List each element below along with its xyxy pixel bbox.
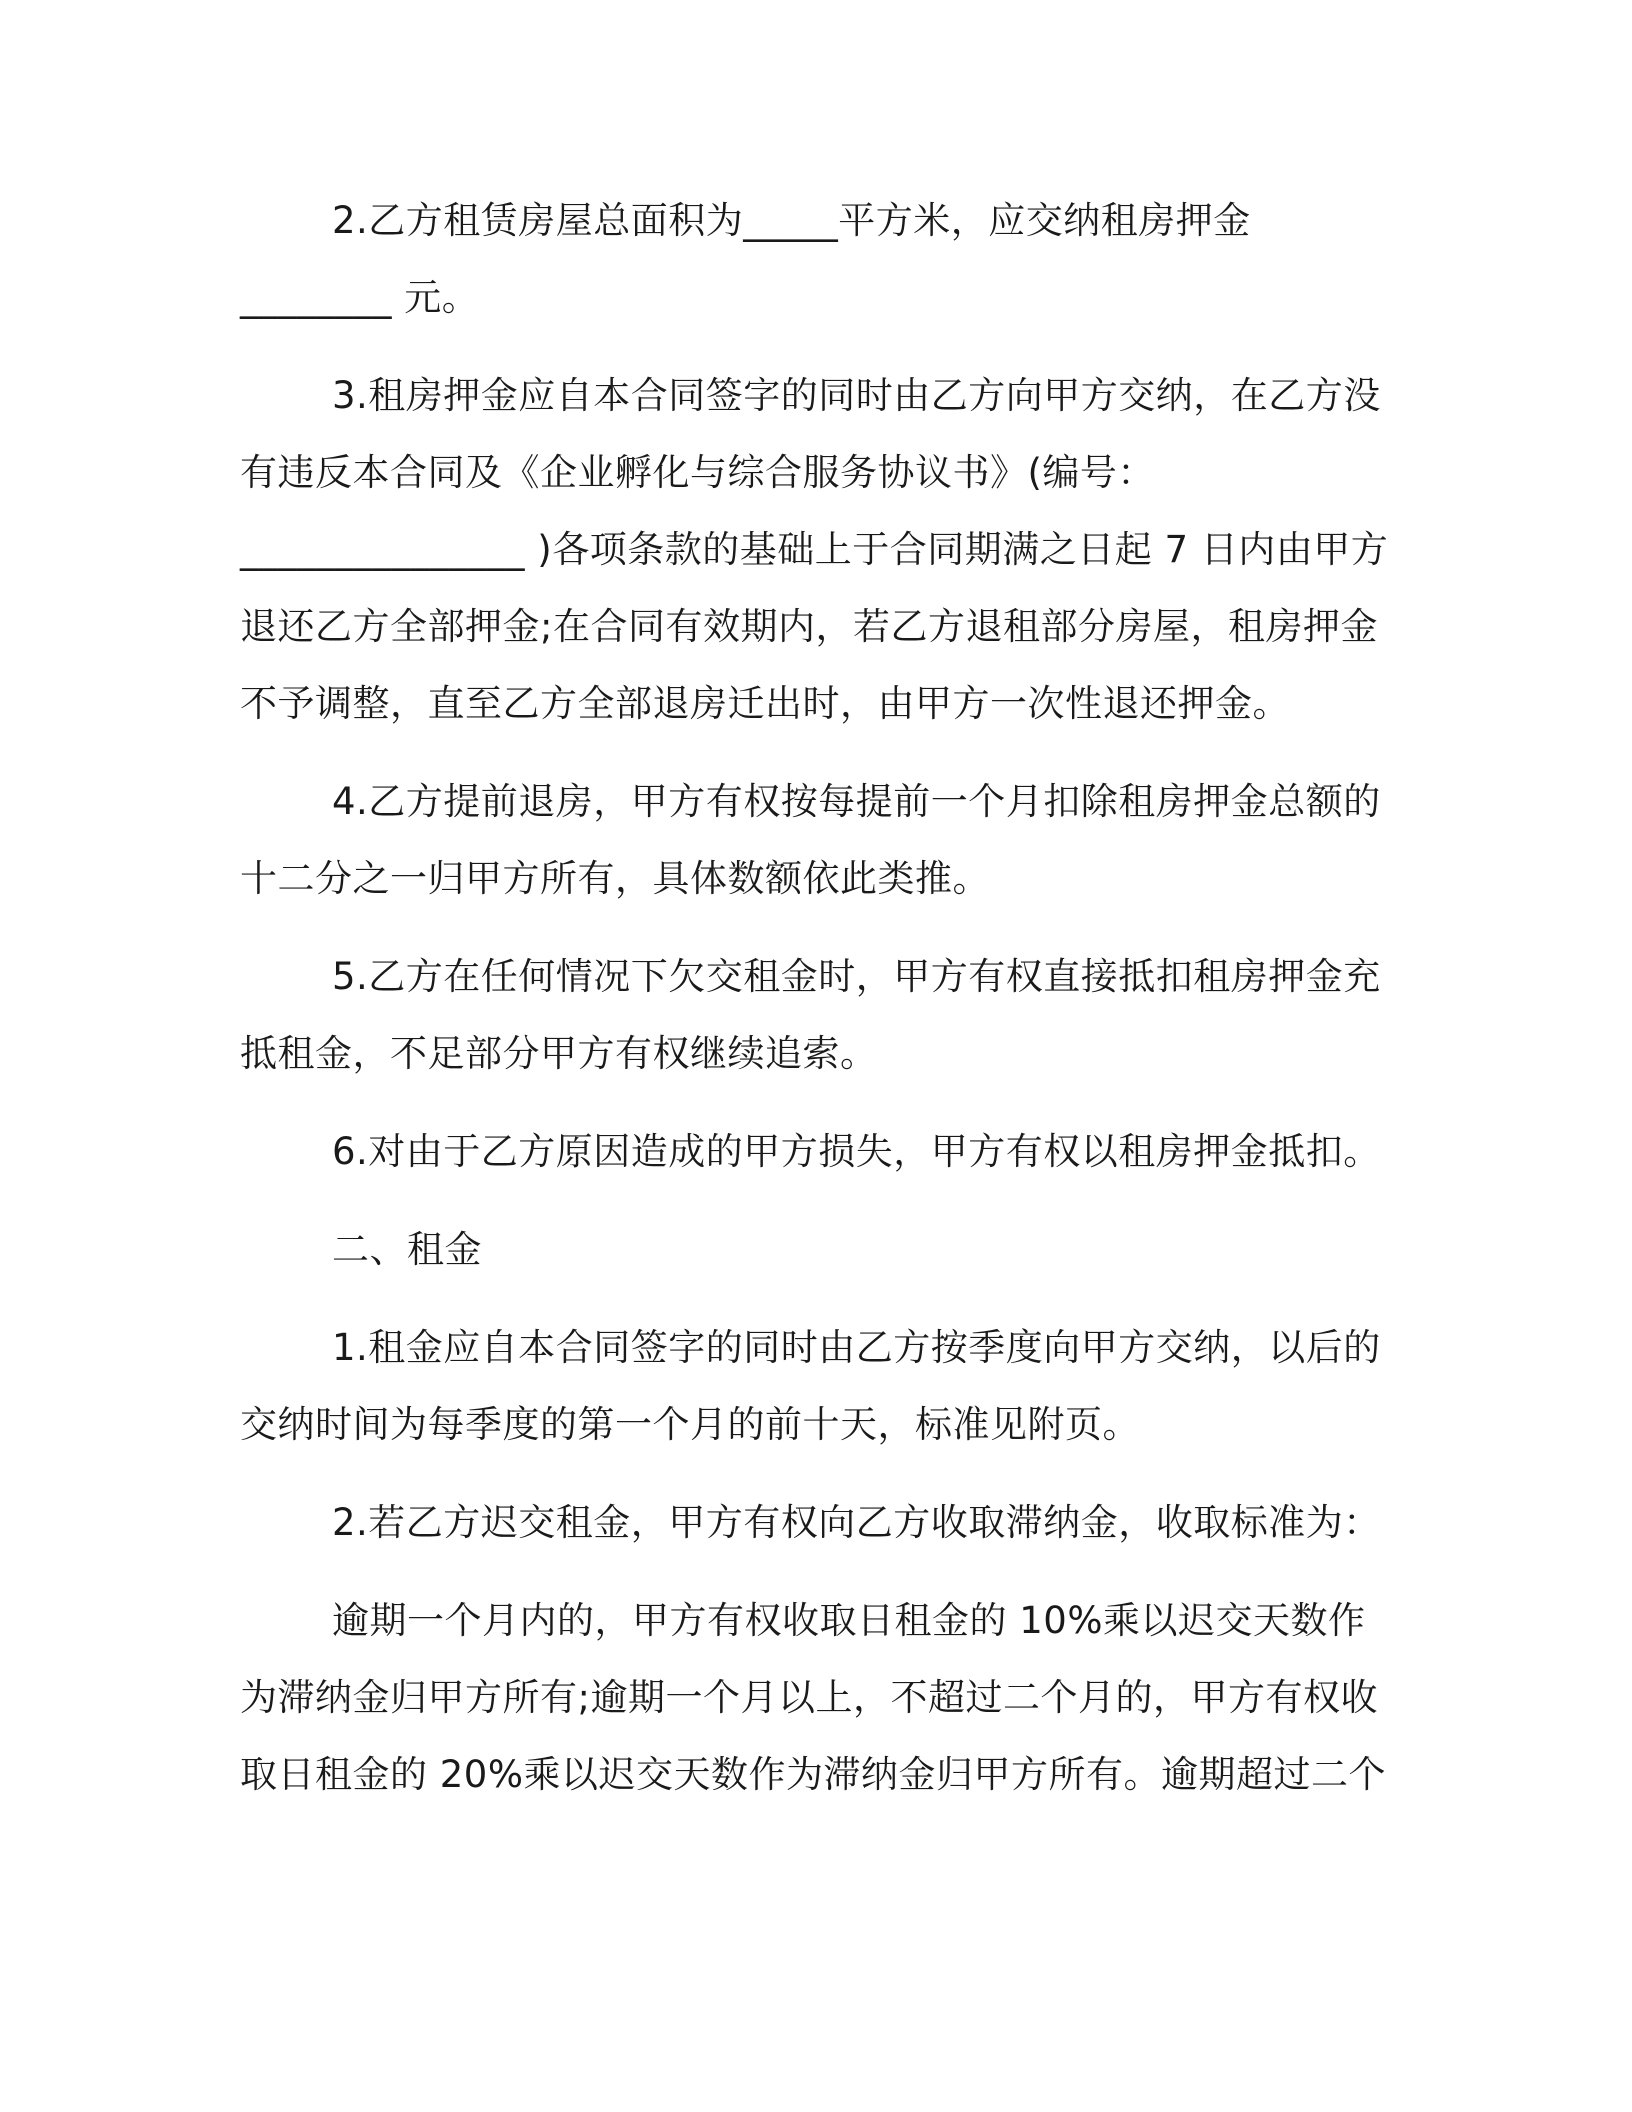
paragraph-deposit-5 (240, 938, 1380, 1092)
text-line: 4.乙方提前退房，甲方有权按每提前一个月扣除租房押金总额的 (332, 780, 1381, 823)
text-line: 3.租房押金应自本合同签字的同时由乙方向甲方交纳，在乙方没 (332, 374, 1381, 417)
text-line: 2.若乙方迟交租金，甲方有权向乙方收取滞纳金，收取标准为： (332, 1501, 1381, 1544)
text-line: _______________ )各项条款的基础上于合同期满之日起 7 日内由甲方 (240, 528, 1389, 571)
text-line: 有违反本合同及《企业孵化与综合服务协议书》(编号： (240, 451, 1155, 494)
text-line: 逾期一个月内的，甲方有权收取日租金的 10%乘以迟交天数作 (332, 1599, 1366, 1642)
text-line: 1.租金应自本合同签字的同时由乙方按季度向甲方交纳，以后的 (332, 1326, 1381, 1369)
paragraph-rent-2 (240, 1484, 1380, 1561)
text-line: 不予调整，直至乙方全部退房迁出时，由甲方一次性退还押金。 (240, 682, 1290, 725)
text-line: ________ 元。 (240, 276, 480, 319)
section-heading-rent (240, 1211, 1380, 1288)
paragraph-deposit-4 (240, 763, 1380, 917)
text-line: 交纳时间为每季度的第一个月的前十天，标准见附页。 (240, 1403, 1140, 1446)
text-line: 抵租金，不足部分甲方有权继续追索。 (240, 1032, 878, 1075)
paragraph-deposit-3 (240, 357, 1389, 742)
text-line: 取日租金的 20%乘以迟交天数作为滞纳金归甲方所有。逾期超过二个 (240, 1753, 1386, 1796)
text-line: 退还乙方全部押金;在合同有效期内，若乙方退租部分房屋，租房押金 (240, 605, 1378, 648)
text-line: 2.乙方租赁房屋总面积为_____平方米，应交纳租房押金 (332, 199, 1251, 242)
paragraph-rent-1 (240, 1309, 1380, 1463)
text-line: 十二分之一归甲方所有，具体数额依此类推。 (240, 857, 990, 900)
document-page (240, 182, 1389, 1813)
text-line: 5.乙方在任何情况下欠交租金时，甲方有权直接抵扣租房押金充 (332, 955, 1381, 998)
paragraph-deposit-6 (240, 1113, 1380, 1190)
section-heading: 二、租金 (332, 1228, 482, 1271)
text-line: 为滞纳金归甲方所有;逾期一个月以上，不超过二个月的，甲方有权收 (240, 1676, 1378, 1719)
paragraph-deposit-2 (240, 182, 1380, 336)
paragraph-rent-2-detail (240, 1582, 1386, 1813)
text-line: 6.对由于乙方原因造成的甲方损失，甲方有权以租房押金抵扣。 (332, 1130, 1381, 1173)
